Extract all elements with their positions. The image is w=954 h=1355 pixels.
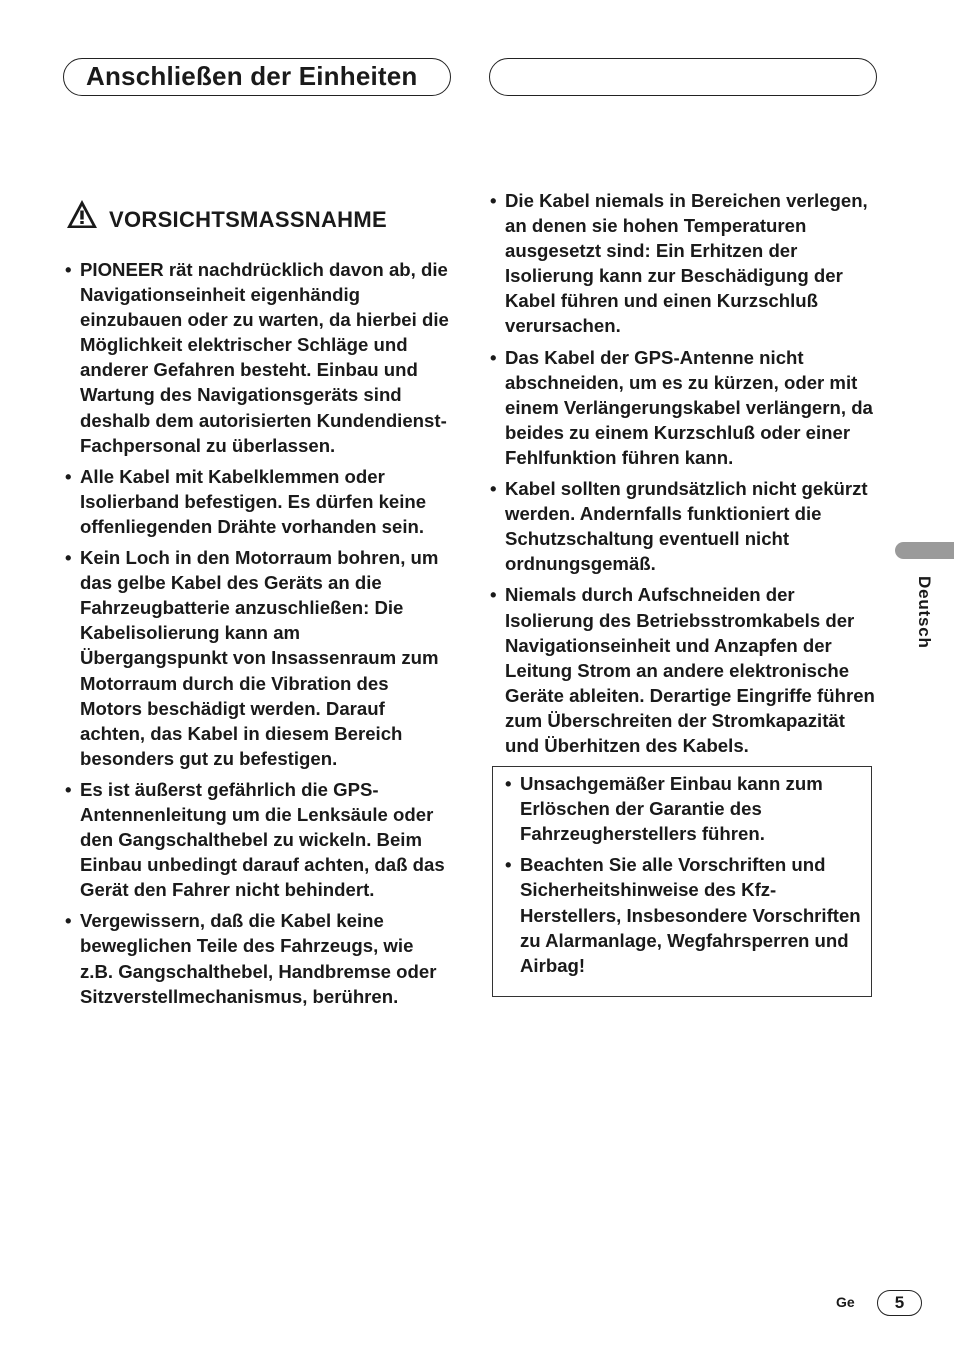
bullet-item: • Niemals durch Aufschneiden der Isolierung des Betriebsstromkabels der Navigationseinheit und Anzapfen der Leitung Strom an andere elektronische Geräte ableiten. Derartige Eingriffe führen zum Überschreiten der Stromkapazität und Überhitzen des Kabels. bbox=[490, 582, 875, 758]
bullet-item: • PIONEER rät nachdrücklich davon ab, die Navigationseinheit eigenhändig einzubauen oder zu warten, da hierbei die Möglichkeit elektrischer Schläge und anderer Gefahren besteht. Einbau und Wartung des Navigationsgeräts sind deshalb dem autorisierten Kundendienst-Fachpersonal zu überlassen. bbox=[65, 257, 451, 458]
bullet-item: • Kein Loch in den Motorraum bohren, um das gelbe Kabel des Geräts an die Fahrzeugbatterie anzuschließen: Die Kabelisolierung kann am Übergangspunkt von Insassenraum zum Motorraum durch die Vibration des Motors beschädigt werden. Darauf achten, das Kabel in diesem Bereich besonders gut zu befestigen. bbox=[65, 545, 451, 771]
bullet-item: • Die Kabel niemals in Bereichen verlegen, an denen sie hohen Temperaturen ausgesetzt sind: Ein Erhitzen der Isolierung kann zur Beschädigung der Kabel führen und einen Kurzschluß verursachen. bbox=[490, 188, 875, 339]
left-column bbox=[65, 197, 451, 1015]
right-bullet-list bbox=[490, 188, 875, 758]
bullet-item: • Alle Kabel mit Kabelklemmen oder Isolierband befestigen. Es dürfen keine offenliegenden Drähte vorhanden sein. bbox=[65, 464, 451, 539]
bullet-item: • Es ist äußerst gefährlich die GPS-Antennenleitung um die Lenksäule oder den Gangschalthebel zu wickeln. Beim Einbau unbedingt darauf achten, daß das Gerät den Fahrer nicht behindert. bbox=[65, 777, 451, 902]
right-column bbox=[490, 188, 875, 997]
bullet-item: • Das Kabel der GPS-Antenne nicht abschneiden, um es zu kürzen, oder mit einem Verlängerungskabel verlängern, da beides zu einem Kurzschluß oder einer Fehlfunktion führen kann. bbox=[490, 345, 875, 470]
caution-heading-row bbox=[65, 197, 451, 237]
note-box bbox=[492, 766, 872, 997]
note-bullet-list bbox=[505, 771, 861, 978]
page-number: 5 bbox=[877, 1290, 922, 1316]
page-section-title: Anschließen der Einheiten bbox=[86, 61, 418, 91]
section-title-pill bbox=[63, 58, 451, 96]
page-language-code: Ge bbox=[836, 1294, 855, 1310]
empty-title-pill bbox=[489, 58, 877, 96]
left-bullet-list bbox=[65, 257, 451, 1009]
language-side-tab bbox=[895, 542, 954, 559]
caution-heading: VORSICHTSMASSNAHME bbox=[109, 207, 387, 232]
bullet-item: • Beachten Sie alle Vorschriften und Sicherheitshinweise des Kfz-Herstellers, Insbesondere Vorschriften zu Alarmanlage, Wegfahrsperren und Airbag! bbox=[505, 852, 861, 977]
language-side-label: Deutsch bbox=[915, 576, 934, 649]
bullet-item: • Vergewissern, daß die Kabel keine beweglichen Teile des Fahrzeugs, wie z.B. Gangschalthebel, Handbremse oder Sitzverstellmechanismus, berühren. bbox=[65, 908, 451, 1008]
bullet-item: • Kabel sollten grundsätzlich nicht gekürzt werden. Andernfalls funktioniert die Schutzschaltung eventuell nicht ordnungsgemäß. bbox=[490, 476, 875, 576]
bullet-item: • Unsachgemäßer Einbau kann zum Erlöschen der Garantie des Fahrzeugherstellers führen. bbox=[505, 771, 861, 846]
warning-triangle-icon bbox=[65, 198, 99, 230]
